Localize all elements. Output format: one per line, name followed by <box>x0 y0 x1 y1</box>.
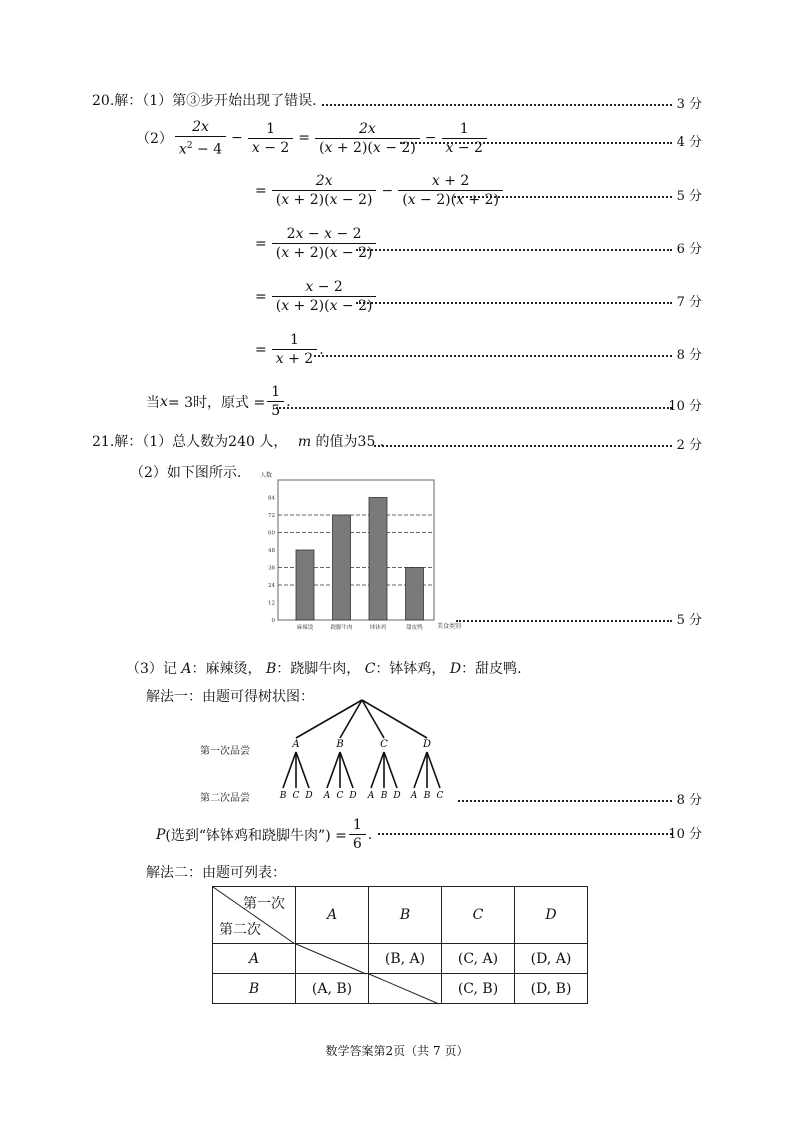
q20-label: 20.解：（1）第③步开始出现了错误. <box>92 93 317 109</box>
y-tick-label: 84 <box>268 495 275 502</box>
bar-chart <box>256 468 462 640</box>
tree-row2-label: 第二次品尝 <box>200 793 250 804</box>
y-axis-label: 人数 <box>260 472 273 479</box>
y-tick-label: 12 <box>268 600 275 607</box>
col-head: C <box>442 887 515 944</box>
leader-dots <box>456 620 672 622</box>
q20-step-4: = $\frac{x - 2}{(x + 2)(x - 2)}$ <box>252 278 378 315</box>
tree-row1-label: 第一次品尝 <box>200 746 250 757</box>
bar <box>406 568 424 621</box>
q20-score-8: 8 分 <box>676 348 702 363</box>
tree-branch <box>362 700 427 738</box>
q20-score-10: 10 分 <box>668 399 702 414</box>
x-axis-label: 美食类别 <box>437 623 462 630</box>
tree-branch <box>327 752 340 788</box>
y-tick-label: 36 <box>268 565 275 572</box>
tree-node-second: D <box>349 791 357 801</box>
table-cell: (A, B) <box>296 974 369 1004</box>
leader-dots <box>458 800 672 802</box>
tree-node-second: C <box>436 791 444 801</box>
tree-branch <box>296 752 309 788</box>
tree-score: 8 分 <box>676 793 702 808</box>
table-cell: (D, B) <box>515 974 588 1004</box>
q21-part1: 21.解：（1）总人数为240 人， m 的值为35 . <box>92 434 385 450</box>
leader-dots <box>454 196 672 198</box>
q20-part2-label: （2） <box>136 131 173 148</box>
tree-branch <box>371 752 384 788</box>
tree-diagram <box>270 696 460 808</box>
y-tick-label: 0 <box>271 618 275 624</box>
bar <box>333 515 351 620</box>
x-tick-label: 钵钵鸡 <box>369 625 387 631</box>
q20-score-7: 7 分 <box>676 295 702 310</box>
diag-cell <box>296 944 369 974</box>
row-head: B <box>213 974 296 1004</box>
leader-dots <box>314 355 672 357</box>
tree-branch <box>427 752 440 788</box>
tree-node-first: B <box>336 739 344 750</box>
q20-score-5: 5 分 <box>676 189 702 204</box>
leader-dots <box>322 104 672 106</box>
tree-branch <box>340 752 353 788</box>
table-cell: (C, A) <box>442 944 515 974</box>
page-footer: 数学答案第2页（共 7 页） <box>325 1044 469 1058</box>
tree-node-second: C <box>292 791 300 801</box>
y-tick-label: 60 <box>268 530 275 537</box>
tree-branch <box>296 700 362 738</box>
tree-node-first: D <box>422 739 432 750</box>
tree-node-second: D <box>393 791 401 801</box>
tree-node-second: B <box>423 791 431 801</box>
leader-dots <box>356 302 672 304</box>
y-tick-label: 24 <box>268 583 275 589</box>
col-head: A <box>296 887 369 944</box>
probability-line: P (选到“钵钵鸡和跷脚牛肉”) = $\frac{1}{6}$ . <box>156 817 373 852</box>
leader-dots <box>276 407 672 409</box>
table-cell: (C, B) <box>442 974 515 1004</box>
tree-node-second: C <box>336 791 344 801</box>
q21-p1-score: 2 分 <box>676 438 702 453</box>
tree-node-second: D <box>305 791 313 801</box>
q20-score-4: 4 分 <box>676 135 702 150</box>
tree-node-first: A <box>292 739 300 750</box>
prob-score: 10 分 <box>668 827 702 842</box>
q20-part1: （1）第③步开始出现了错误. <box>142 93 317 109</box>
tree-node-second: A <box>323 791 331 801</box>
tree-node-second: B <box>279 791 287 801</box>
q21-part3: （3）记 A：麻辣烫， B：跷脚牛肉， C：钵钵鸡， D：甜皮鸭. <box>126 661 522 677</box>
table-cell: (B, A) <box>369 944 442 974</box>
tree-branch <box>283 752 296 788</box>
leader-dots <box>400 142 672 144</box>
table-row <box>213 944 588 974</box>
tree-node-first: C <box>380 739 388 750</box>
q20-step-3: = $\frac{2x - x - 2}{(x + 2)(x - 2)}$ <box>252 225 378 262</box>
row-head: A <box>213 944 296 974</box>
bar <box>369 498 387 621</box>
x-tick-label: 跷脚牛肉 <box>330 625 353 631</box>
x-tick-label: 麻辣烫 <box>296 625 314 631</box>
tree-branch <box>384 752 397 788</box>
outcome-table <box>212 886 588 1004</box>
table-row <box>213 974 588 1004</box>
x-tick-label: 甜皮鸭 <box>406 625 423 631</box>
y-tick-label: 72 <box>268 513 275 519</box>
diag-cell <box>369 974 442 1004</box>
q20-step-5: = $\frac{1}{x + 2}$ . <box>255 332 324 367</box>
table-cell: (D, A) <box>515 944 588 974</box>
tree-node-second: A <box>410 791 418 801</box>
tree-branch <box>414 752 427 788</box>
bar <box>296 550 314 620</box>
q21-p2-score: 5 分 <box>676 613 702 628</box>
leader-dots <box>378 833 672 835</box>
q20-final: 当 x = 3时，原式 = $\frac{1}{5}$ . <box>146 384 291 419</box>
q20-step-2: = $\frac{2x}{(x + 2)(x - 2)}$ − $\frac{x + 2}{(x - 2)(x + 2)}$ <box>252 172 505 209</box>
method2-text: 解法二：由题可列表： <box>146 865 286 881</box>
leader-dots <box>356 249 672 251</box>
q20-step-1: （2） $\frac{2x}{x^2 - 4}$ − $\frac{1}{x - 2}$ = $\frac{2x}{(x + 2)(x - 2)}$ − $\frac{1}{x - 2}$ <box>136 118 489 159</box>
tree-node-second: B <box>380 791 388 801</box>
q20-score-6: 6 分 <box>676 242 702 257</box>
method1-text: 解法一：由题可得树状图： <box>146 689 314 705</box>
table-corner: 第一次 第二次 <box>213 887 296 944</box>
y-tick-label: 48 <box>268 548 275 554</box>
col-head: D <box>515 887 588 944</box>
tree-node-second: A <box>367 791 375 801</box>
leader-dots <box>374 445 672 447</box>
q20-p1-score: 3 分 <box>676 97 702 112</box>
col-head: B <box>369 887 442 944</box>
q21-part2: （2）如下图所示. <box>130 465 242 481</box>
